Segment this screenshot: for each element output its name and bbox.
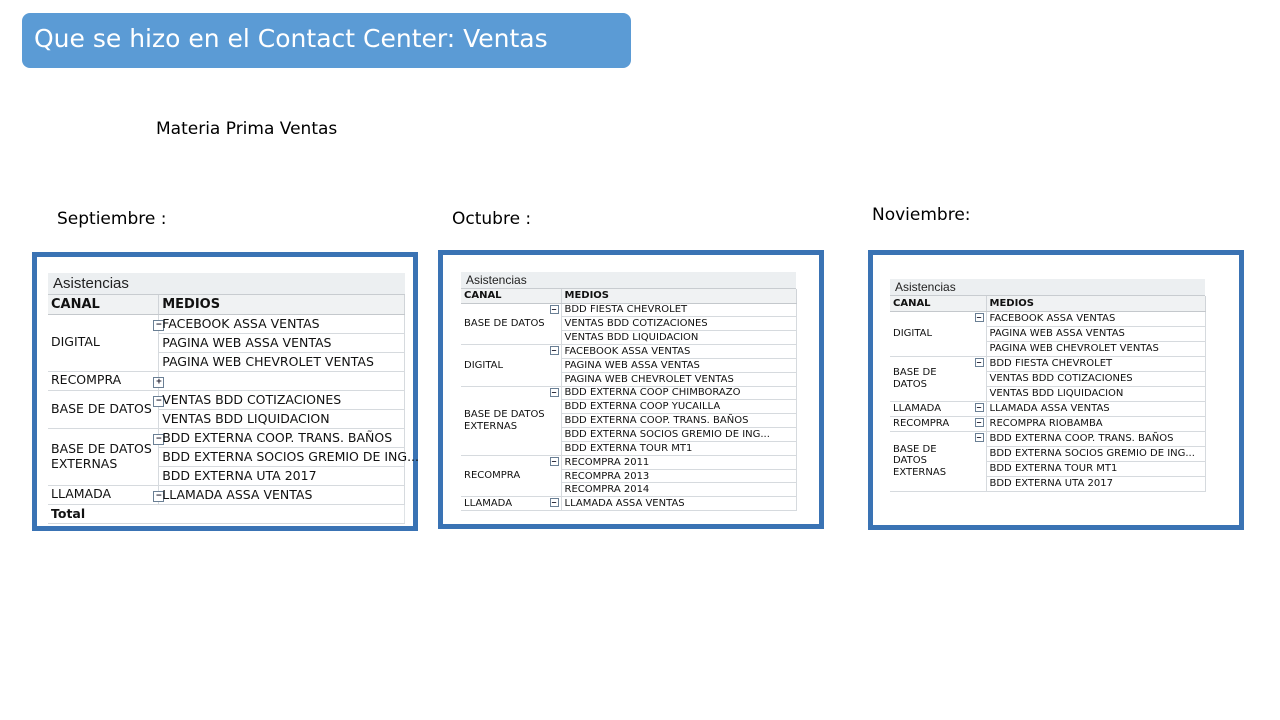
collapse-icon[interactable]: − — [153, 491, 164, 502]
toggle-cell — [153, 371, 162, 390]
table-row — [890, 311, 1205, 326]
medio-cell: LLAMADA ASSA VENTAS — [986, 401, 1205, 416]
column-header-medios[interactable]: MEDIOS — [561, 289, 796, 303]
medio-cell: BDD EXTERNA COOP YUCAILLA — [561, 400, 796, 414]
canal-cell: RECOMPRA — [48, 371, 153, 390]
table-row — [461, 303, 796, 317]
canal-cell: LLAMADA — [890, 401, 972, 416]
table-row — [461, 345, 796, 359]
collapse-icon[interactable]: − — [975, 418, 984, 427]
medio-cell: VENTAS BDD COTIZACIONES — [986, 371, 1205, 386]
toggle-cell — [972, 356, 986, 401]
medio-cell: RECOMPRA 2014 — [561, 483, 796, 497]
table-row — [461, 455, 796, 469]
table-caption: Asistencias — [890, 279, 1205, 296]
pivot-table — [890, 296, 1206, 492]
medio-cell: BDD EXTERNA COOP CHIMBORAZO — [561, 386, 796, 400]
table-caption: Asistencias — [461, 272, 796, 289]
canal-cell: BASE DE DATOS — [890, 356, 972, 401]
medio-cell: FACEBOOK ASSA VENTAS — [561, 345, 796, 359]
table-octubre — [461, 272, 796, 511]
table-septiembre — [48, 273, 419, 524]
table-caption: Asistencias — [48, 273, 405, 295]
medio-cell: BDD EXTERNA COOP. TRANS. BAÑOS — [159, 428, 405, 447]
collapse-icon[interactable]: − — [550, 346, 559, 355]
toggle-cell — [972, 401, 986, 416]
collapse-icon[interactable]: − — [975, 403, 984, 412]
frame-noviembre — [868, 250, 1244, 530]
column-header-medios[interactable]: MEDIOS — [159, 295, 405, 314]
month-label-octubre: Octubre : — [452, 209, 532, 229]
table-row — [48, 428, 405, 447]
collapse-icon[interactable]: − — [153, 434, 164, 445]
pivot-table — [461, 289, 797, 511]
table-row — [461, 386, 796, 400]
canal-cell: RECOMPRA — [890, 416, 972, 431]
column-header-canal[interactable]: CANAL — [461, 289, 561, 303]
month-label-septiembre: Septiembre : — [57, 209, 167, 229]
collapse-icon[interactable]: − — [153, 396, 164, 407]
medio-cell: BDD FIESTA CHEVROLET — [986, 356, 1205, 371]
collapse-icon[interactable]: − — [550, 498, 559, 507]
medio-cell: PAGINA WEB ASSA VENTAS — [159, 333, 405, 352]
medio-cell: VENTAS BDD COTIZACIONES — [159, 390, 405, 409]
toggle-cell — [972, 311, 986, 356]
table-row — [48, 390, 405, 409]
table-row — [48, 485, 405, 504]
medio-cell: BDD EXTERNA COOP. TRANS. BAÑOS — [561, 414, 796, 428]
table-row — [48, 371, 405, 390]
medio-cell: LLAMADA ASSA VENTAS — [561, 497, 796, 511]
collapse-icon[interactable]: − — [153, 320, 164, 331]
medio-cell: PAGINA WEB CHEVROLET VENTAS — [986, 341, 1205, 356]
total-row — [48, 504, 405, 523]
medio-cell: BDD EXTERNA UTA 2017 — [159, 466, 405, 485]
column-header-medios[interactable]: MEDIOS — [986, 296, 1205, 311]
table-row — [890, 356, 1205, 371]
page-title: Que se hizo en el Contact Center: Ventas — [34, 24, 548, 53]
medio-cell — [159, 371, 405, 390]
month-label-noviembre: Noviembre: — [872, 205, 971, 225]
medio-cell: LLAMADA ASSA VENTAS — [159, 485, 405, 504]
medio-cell: BDD EXTERNA COOP. TRANS. BAÑOS — [986, 431, 1205, 446]
medio-cell: PAGINA WEB CHEVROLET VENTAS — [159, 352, 405, 371]
title-banner — [22, 13, 631, 68]
medio-cell: VENTAS BDD LIQUIDACION — [986, 386, 1205, 401]
medio-cell: BDD FIESTA CHEVROLET — [561, 303, 796, 317]
canal-cell: BASE DE DATOS EXTERNAS — [48, 428, 153, 485]
canal-cell: BASE DE DATOS EXTERNAS — [890, 431, 972, 491]
canal-cell: DIGITAL — [461, 345, 549, 387]
header-row — [48, 295, 405, 314]
total-label: Total — [48, 504, 405, 523]
header-row — [461, 289, 796, 303]
medio-cell: RECOMPRA 2013 — [561, 469, 796, 483]
collapse-icon[interactable]: − — [550, 305, 559, 314]
table-row — [890, 416, 1205, 431]
medio-cell: VENTAS BDD COTIZACIONES — [561, 317, 796, 331]
collapse-icon[interactable]: − — [975, 433, 984, 442]
toggle-cell — [549, 345, 561, 387]
medio-cell: FACEBOOK ASSA VENTAS — [159, 314, 405, 333]
collapse-icon[interactable]: − — [550, 388, 559, 397]
expand-icon[interactable]: + — [153, 377, 164, 388]
canal-cell: RECOMPRA — [461, 455, 549, 497]
medio-cell: BDD EXTERNA SOCIOS GREMIO DE ING... — [986, 446, 1205, 461]
toggle-cell — [549, 303, 561, 345]
medio-cell: BDD EXTERNA TOUR MT1 — [986, 461, 1205, 476]
toggle-cell — [549, 497, 561, 511]
medio-cell: BDD EXTERNA UTA 2017 — [986, 476, 1205, 491]
table-row — [890, 401, 1205, 416]
pivot-table — [48, 295, 419, 524]
canal-cell: BASE DE DATOS EXTERNAS — [461, 386, 549, 455]
subtitle: Materia Prima Ventas — [156, 119, 338, 139]
canal-cell: DIGITAL — [890, 311, 972, 356]
canal-cell: BASE DE DATOS — [461, 303, 549, 345]
medio-cell: FACEBOOK ASSA VENTAS — [986, 311, 1205, 326]
frame-octubre — [438, 250, 824, 529]
table-row — [48, 314, 405, 333]
toggle-cell — [972, 431, 986, 491]
table-row — [461, 497, 796, 511]
collapse-icon[interactable]: − — [550, 457, 559, 466]
medio-cell: VENTAS BDD LIQUIDACION — [561, 331, 796, 345]
canal-cell: DIGITAL — [48, 314, 153, 371]
canal-cell: LLAMADA — [48, 485, 153, 504]
collapse-icon[interactable]: − — [975, 313, 984, 322]
header-row — [890, 296, 1205, 311]
medio-cell: BDD EXTERNA SOCIOS GREMIO DE ING... — [159, 447, 405, 466]
table-noviembre — [890, 279, 1205, 492]
medio-cell: RECOMPRA 2011 — [561, 455, 796, 469]
medio-cell: PAGINA WEB CHEVROLET VENTAS — [561, 372, 796, 386]
medio-cell: RECOMPRA RIOBAMBA — [986, 416, 1205, 431]
medio-cell: VENTAS BDD LIQUIDACION — [159, 409, 405, 428]
toggle-cell — [549, 386, 561, 455]
toggle-cell — [153, 485, 162, 504]
table-row — [890, 431, 1205, 446]
toggle-cell — [549, 455, 561, 497]
collapse-icon[interactable]: − — [975, 358, 984, 367]
medio-cell: PAGINA WEB ASSA VENTAS — [561, 358, 796, 372]
canal-cell: BASE DE DATOS — [48, 390, 153, 428]
medio-cell: BDD EXTERNA TOUR MT1 — [561, 441, 796, 455]
column-header-canal[interactable]: CANAL — [48, 295, 159, 314]
medio-cell: BDD EXTERNA SOCIOS GREMIO DE ING... — [561, 428, 796, 442]
medio-cell: PAGINA WEB ASSA VENTAS — [986, 326, 1205, 341]
column-header-canal[interactable]: CANAL — [890, 296, 986, 311]
frame-septiembre — [32, 252, 418, 531]
toggle-cell — [972, 416, 986, 431]
canal-cell: LLAMADA — [461, 497, 549, 511]
